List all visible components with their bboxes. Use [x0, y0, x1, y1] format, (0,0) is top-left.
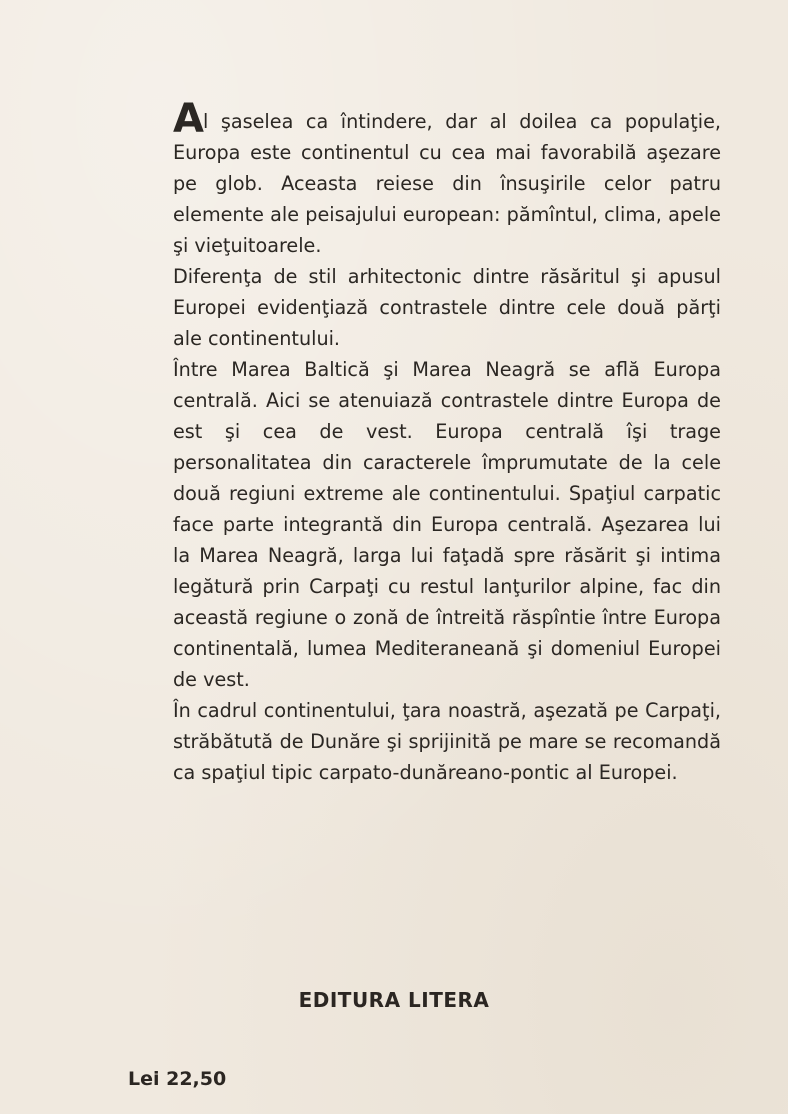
- paragraph-1: [173, 96, 721, 261]
- cover-text: [173, 96, 721, 788]
- drop-cap: A: [173, 96, 203, 142]
- publisher-name: EDITURA LITERA: [298, 988, 490, 1012]
- paragraph-2: Diferenţa de stil arhitectonic dintre răsăritul şi apusul Europei evidenţiază contrastele dintre cele două părţi ale continentului.: [173, 265, 721, 350]
- price-label: Lei 22,50: [128, 1068, 227, 1090]
- paragraph-1-text: l şaselea ca întindere, dar al doilea ca populaţie, Europa este continentul cu cea mai favorabilă aşezare pe glob. Aceasta reiese din însuşirile celor patru elemente ale peisajului european: pămîntul, clima, apele şi vieţuitoarele.: [173, 110, 721, 257]
- paragraph-4: În cadrul continentului, ţara noastră, aşezată pe Carpaţi, străbătută de Dunăre şi sprijinită pe mare se recomandă ca spaţiul tipic carpato-dunăreano-pontic al Europei.: [173, 699, 721, 784]
- paragraph-3: Între Marea Baltică şi Marea Neagră se află Europa centrală. Aici se atenuiază contrastele dintre Europa de est şi cea de vest. Europa centrală îşi trage personalitatea din caracterele împrumutate de la cele două regiuni extreme ale continentului. Spaţiul carpatic face parte integrantă din Europa centrală. Aşezarea lui la Marea Neagră, larga lui faţadă spre răsărit şi intima legătură prin Carpaţi cu restul lanţurilor alpine, fac din această regiune o zonă de întreită răspîntie între Europa continentală, lumea Mediteraneană şi domeniul Europei de vest.: [173, 358, 721, 691]
